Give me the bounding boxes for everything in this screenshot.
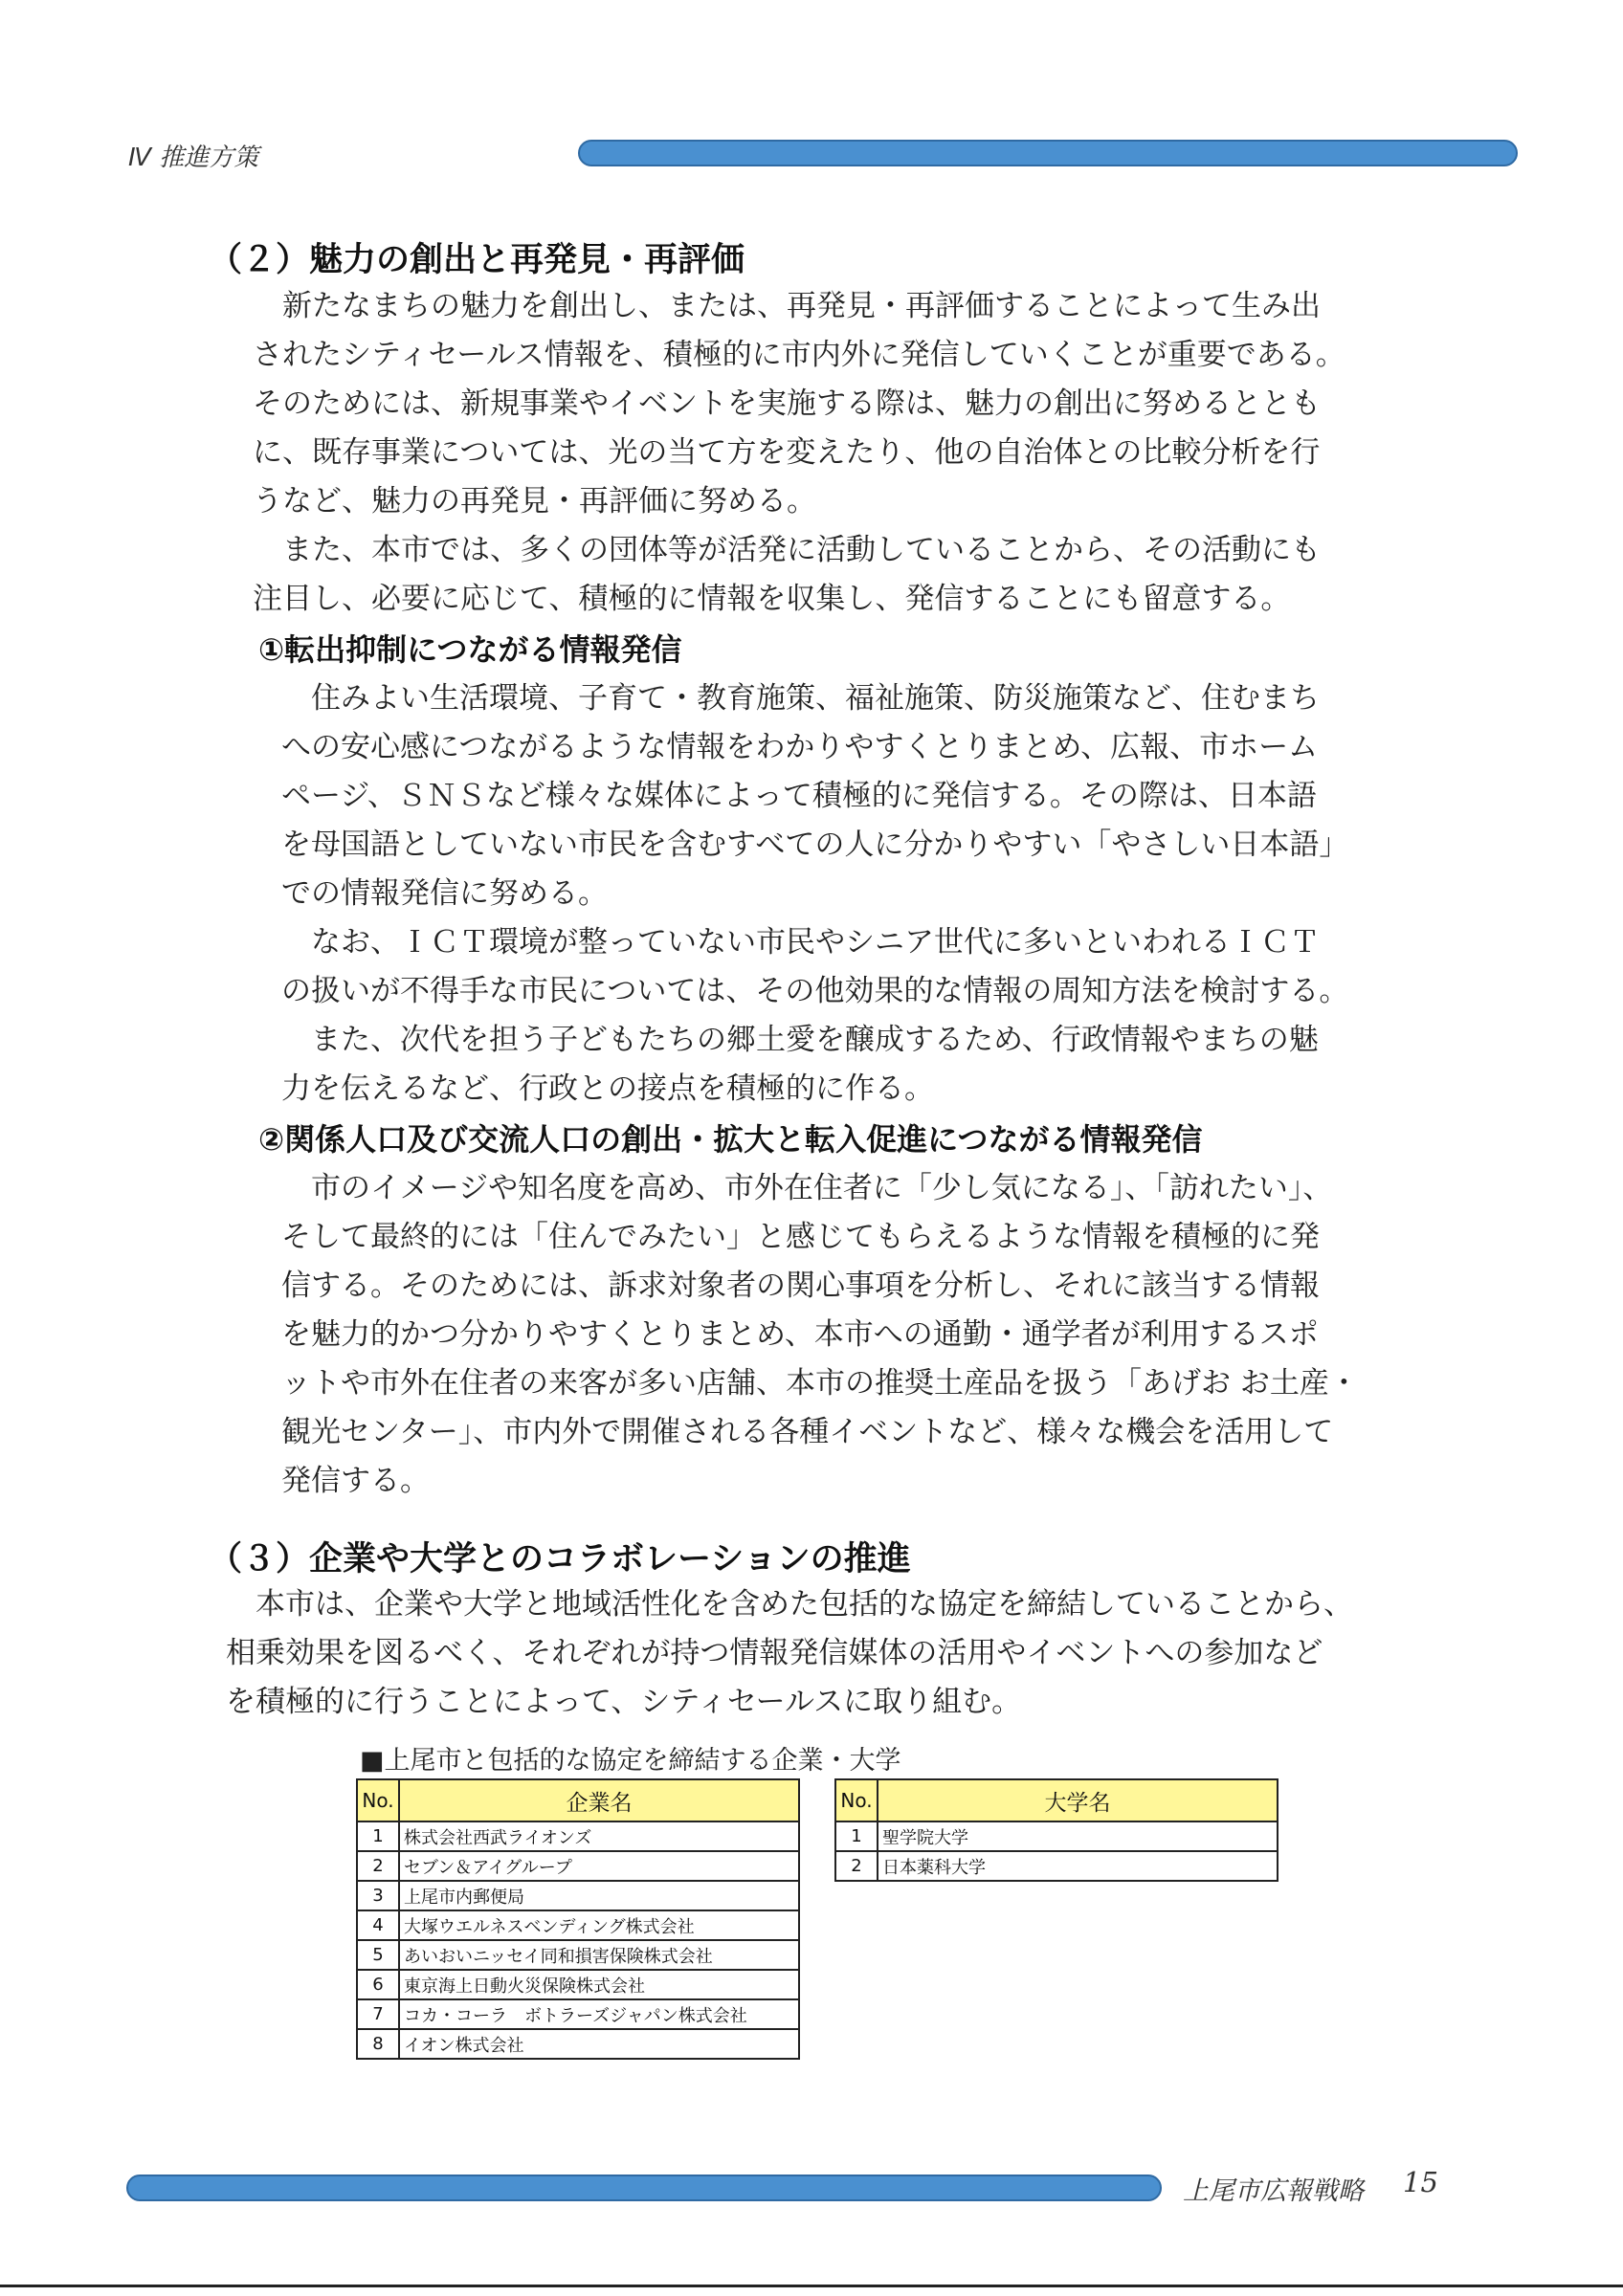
company-name: イオン株式会社 <box>399 2029 799 2059</box>
text-line: ットや市外在住者の来客が多い店舗、本市の推奨土産品を扱う「あげお お土産・ <box>281 1366 1359 1401</box>
university-name: 日本薬科大学 <box>878 1851 1278 1881</box>
section-label: Ⅳ 推進方策 <box>128 144 259 172</box>
section-2-heading: （２）魅力の創出と再発見・再評価 <box>209 241 745 279</box>
table-row <box>357 2029 799 2059</box>
section-2-paragraph-1 <box>253 282 1345 624</box>
text-line: ページ、ＳＮＳなど様々な媒体によって積極的に発信する。その際は、日本語 <box>281 779 1317 813</box>
company-name: コカ・コーラ ボトラーズジャパン株式会社 <box>399 1999 799 2029</box>
table-row <box>357 1851 799 1881</box>
table-header-row <box>357 1779 799 1821</box>
text-line: の扱いが不得手な市民については、その他効果的な情報の周知方法を検討する。 <box>281 974 1349 1008</box>
text-line: 住みよい生活環境、子育て・教育施策、福祉施策、防災施策など、住むまち <box>281 681 1320 716</box>
row-number: 1 <box>357 1821 399 1851</box>
table-row <box>357 1940 799 1970</box>
text-line: 力を伝えるなど、行政との接点を積極的に作る。 <box>281 1071 934 1106</box>
text-line: 注目し、必要に応じて、積極的に情報を収集し、発信することにも留意する。 <box>253 582 1291 616</box>
text-line: 市のイメージや知名度を高め、市外在住者に「少し気になる」、「訪れたい」、 <box>281 1171 1333 1205</box>
bottom-rule <box>0 2285 1623 2287</box>
table-row <box>357 1970 799 1999</box>
company-name: あいおいニッセイ同和損害保険株式会社 <box>399 1940 799 1970</box>
text-line: そして最終的には「住んでみたい」と感じてもらえるような情報を積極的に発 <box>281 1220 1320 1254</box>
text-line: また、次代を担う子どもたちの郷土愛を醸成するため、行政情報やまちの魅 <box>281 1023 1319 1057</box>
text-line: を母国語としていない市民を含むすべての人に分かりやすい「やさしい日本語」 <box>281 828 1349 862</box>
company-name: 大塚ウエルネスベンディング株式会社 <box>399 1910 799 1940</box>
table-header-row <box>835 1779 1278 1821</box>
table-caption: ■上尾市と包括的な協定を締結する企業・大学 <box>360 1746 901 1776</box>
table-row <box>357 1999 799 2029</box>
text-line: での情報発信に努める。 <box>281 876 608 911</box>
subsection-1-paragraphs <box>281 674 1348 1114</box>
text-line: 相乗効果を図るべく、それぞれが持つ情報発信媒体の活用やイベントへの参加など <box>226 1636 1323 1670</box>
text-line: への安心感につながるような情報をわかりやすくとりまとめ、広報、市ホーム <box>281 730 1319 764</box>
text-line: 新たなまちの魅力を創出し、または、再発見・再評価することによって生み出 <box>253 289 1321 323</box>
text-line: うなど、魅力の再発見・再評価に努める。 <box>253 484 816 519</box>
text-line: 信する。そのためには、訴求対象者の関心事項を分析し、それに該当する情報 <box>281 1269 1320 1303</box>
table-row <box>835 1851 1278 1881</box>
table-row <box>357 1821 799 1851</box>
text-line: なお、ＩＣＴ環境が整っていない市民やシニア世代に多いといわれるＩＣＴ <box>281 925 1320 960</box>
text-line: また、本市では、多くの団体等が活発に活動していることから、その活動にも <box>253 533 1321 567</box>
table-row <box>357 1881 799 1910</box>
text-line: を積極的に行うことによって、シティセールスに取り組む。 <box>226 1685 1022 1719</box>
column-header-company: 企業名 <box>399 1779 799 1821</box>
companies-table <box>356 1778 800 2060</box>
table-row <box>835 1821 1278 1851</box>
row-number: 2 <box>835 1851 878 1881</box>
table-row <box>357 1910 799 1940</box>
subsection-2-heading: ②関係人口及び交流人口の創出・拡大と転入促進につながる情報発信 <box>258 1121 1203 1158</box>
text-line: 本市は、企業や大学と地域活性化を含めた包括的な協定を締結していることから、 <box>226 1587 1353 1622</box>
header-bar <box>578 140 1518 166</box>
footer-title: 上尾市広報戦略 <box>1183 2176 1364 2206</box>
row-number: 5 <box>357 1940 399 1970</box>
company-name: セブン＆アイグループ <box>399 1851 799 1881</box>
universities-table <box>834 1778 1278 1882</box>
company-name: 上尾市内郵便局 <box>399 1881 799 1910</box>
text-line: に、既存事業については、光の当て方を変えたり、他の自治体との比較分析を行 <box>253 435 1321 470</box>
company-name: 東京海上日動火災保険株式会社 <box>399 1970 799 1999</box>
text-line: 観光センター」、市内外で開催される各種イベントなど、様々な機会を活用して <box>281 1415 1334 1449</box>
column-header-no: No. <box>357 1779 399 1821</box>
university-name: 聖学院大学 <box>878 1821 1278 1851</box>
row-number: 6 <box>357 1970 399 1999</box>
text-line: 発信する。 <box>281 1464 430 1498</box>
section-3-heading: （３）企業や大学とのコラボレーションの推進 <box>209 1540 911 1578</box>
subsection-1-heading: ①転出抑制につながる情報発信 <box>258 631 682 668</box>
page-number: 15 <box>1403 2166 1438 2198</box>
row-number: 8 <box>357 2029 399 2059</box>
text-line: そのためには、新規事業やイベントを実施する際は、魅力の創出に努めるととも <box>253 386 1321 421</box>
footer-bar <box>126 2175 1162 2201</box>
row-number: 1 <box>835 1821 878 1851</box>
section-3-paragraph <box>226 1580 1353 1727</box>
row-number: 2 <box>357 1851 399 1881</box>
text-line: を魅力的かつ分かりやすくとりまとめ、本市への通勤・通学者が利用するスポ <box>281 1317 1319 1352</box>
row-number: 3 <box>357 1881 399 1910</box>
column-header-no: No. <box>835 1779 878 1821</box>
text-line: されたシティセールス情報を、積極的に市内外に発信していくことが重要である。 <box>253 338 1345 372</box>
column-header-university: 大学名 <box>878 1779 1278 1821</box>
row-number: 7 <box>357 1999 399 2029</box>
subsection-2-paragraph <box>281 1164 1359 1506</box>
company-name: 株式会社西武ライオンズ <box>399 1821 799 1851</box>
row-number: 4 <box>357 1910 399 1940</box>
